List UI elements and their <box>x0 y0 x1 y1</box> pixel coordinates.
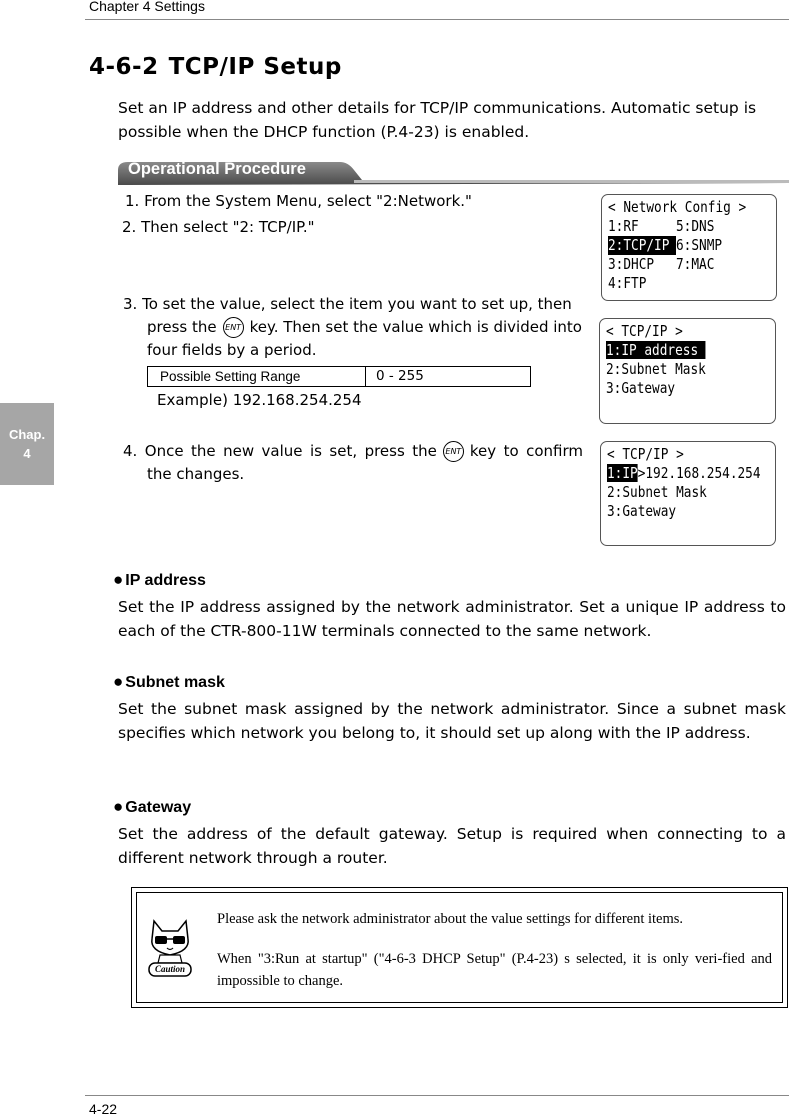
gateway-heading-text: Gateway <box>125 799 192 816</box>
step-1: 1. From the System Menu, select "2:Network." <box>125 192 472 210</box>
ent-key-icon: ENT <box>223 317 244 338</box>
lcd-item-dhcp: 3:DHCP <box>608 255 655 273</box>
caution-label: Caution <box>154 964 185 974</box>
lcd-tcpip-value <box>600 441 776 546</box>
bullet-icon: ● <box>113 672 124 691</box>
section-number: 4-6-2 <box>89 54 159 80</box>
ip-heading <box>113 570 206 590</box>
lcd-item-gateway: 3:Gateway <box>606 379 676 397</box>
chapter-tab-label: Chap. <box>8 427 46 442</box>
subnet-body: Set the subnet mask assigned by the network administrator. Since a subnet mask specifies which network you belong to, it should set up along with the IP address. <box>118 700 786 742</box>
bullet-icon: ● <box>113 797 124 816</box>
gateway-body: Set the address of the default gateway. Setup is required when connecting to a different network through a router. <box>118 825 786 867</box>
intro-paragraph: Set an IP address and other details for TCP/IP communications. Automatic setup is possible when the DHCP function (P.4-23) is enabled. <box>118 99 757 141</box>
step-4 <box>123 440 583 486</box>
lcd-item-mac: 7:MAC <box>676 255 715 273</box>
example-text: Example) 192.168.254.254 <box>157 391 362 409</box>
ent-key-icon: ENT <box>443 441 464 462</box>
gateway-heading <box>113 797 191 817</box>
range-table <box>147 366 531 387</box>
caution-line-1: Please ask the network administrator about the value settings for different items. <box>217 911 684 927</box>
range-value: 0 - 255 <box>376 368 424 384</box>
caution-line-2: When "3:Run at startup" ("4-6-3 DHCP Setup" (P.4-23) s selected, it is only veri-fied and impossible to change. <box>217 951 772 989</box>
range-label: Possible Setting Range <box>148 367 366 386</box>
lcd-item-tcpip-selected: 2:TCP/IP <box>608 236 676 255</box>
step-4-text-b: key to confirm the changes. <box>147 442 583 483</box>
step-3-text-b: key. Then set the value which is divided into four fields by a period. <box>147 318 582 359</box>
chapter-tab-number: 4 <box>23 446 31 461</box>
ip-heading-text: IP address <box>125 572 206 589</box>
chapter-tab <box>0 403 54 485</box>
bullet-icon: ● <box>113 570 124 589</box>
lcd-title: < TCP/IP > <box>606 322 683 340</box>
header-rule <box>85 19 789 20</box>
step-2: 2. Then select "2: TCP/IP." <box>122 218 315 236</box>
section-heading <box>89 54 342 80</box>
lcd-network-config <box>601 194 777 301</box>
lcd-ip-value: >192.168.254.254 <box>637 464 761 482</box>
ip-body: Set the IP address assigned by the network administrator. Set a unique IP address to each of the CTR-800-11W terminals connected to the same network. <box>118 598 786 640</box>
lcd-item-rf: 1:RF <box>608 217 639 235</box>
lcd-item-dns: 5:DNS <box>676 217 715 235</box>
lcd-tcpip-menu <box>599 318 776 424</box>
lcd-item-ip-selected: 1:IP address <box>606 341 706 359</box>
section-title: TCP/IP Setup <box>168 54 342 80</box>
subnet-heading <box>113 672 225 692</box>
running-header: Chapter 4 Settings <box>89 0 205 14</box>
caution-text <box>217 908 772 992</box>
step-3 <box>123 293 583 362</box>
lcd-row <box>606 341 745 360</box>
lcd-item-ip-selected: 1:IP <box>607 464 638 482</box>
lcd-item-subnet: 2:Subnet Mask <box>606 360 706 378</box>
subnet-heading-text: Subnet mask <box>125 674 225 691</box>
lcd-item-subnet: 2:Subnet Mask <box>607 483 707 501</box>
lcd-item-snmp: 6:SNMP <box>676 236 723 254</box>
step-3-text-a: 3. To set the value, select the item you want to set up, then press the <box>123 295 572 336</box>
procedure-banner-label: Operational Procedure <box>128 160 306 178</box>
lcd-row <box>607 464 761 483</box>
lcd-row <box>608 255 746 274</box>
page-number: 4-22 <box>89 1101 118 1117</box>
lcd-item-ftp: 4:FTP <box>608 274 647 292</box>
lcd-row <box>608 236 746 255</box>
lcd-title: < TCP/IP > <box>607 445 684 463</box>
step-4-text-a: 4. Once the new value is set, press the <box>123 442 437 460</box>
footer-rule <box>85 1095 789 1096</box>
lcd-item-gateway: 3:Gateway <box>607 502 677 520</box>
lcd-row <box>608 217 746 236</box>
lcd-title: < Network Config > <box>608 198 747 216</box>
